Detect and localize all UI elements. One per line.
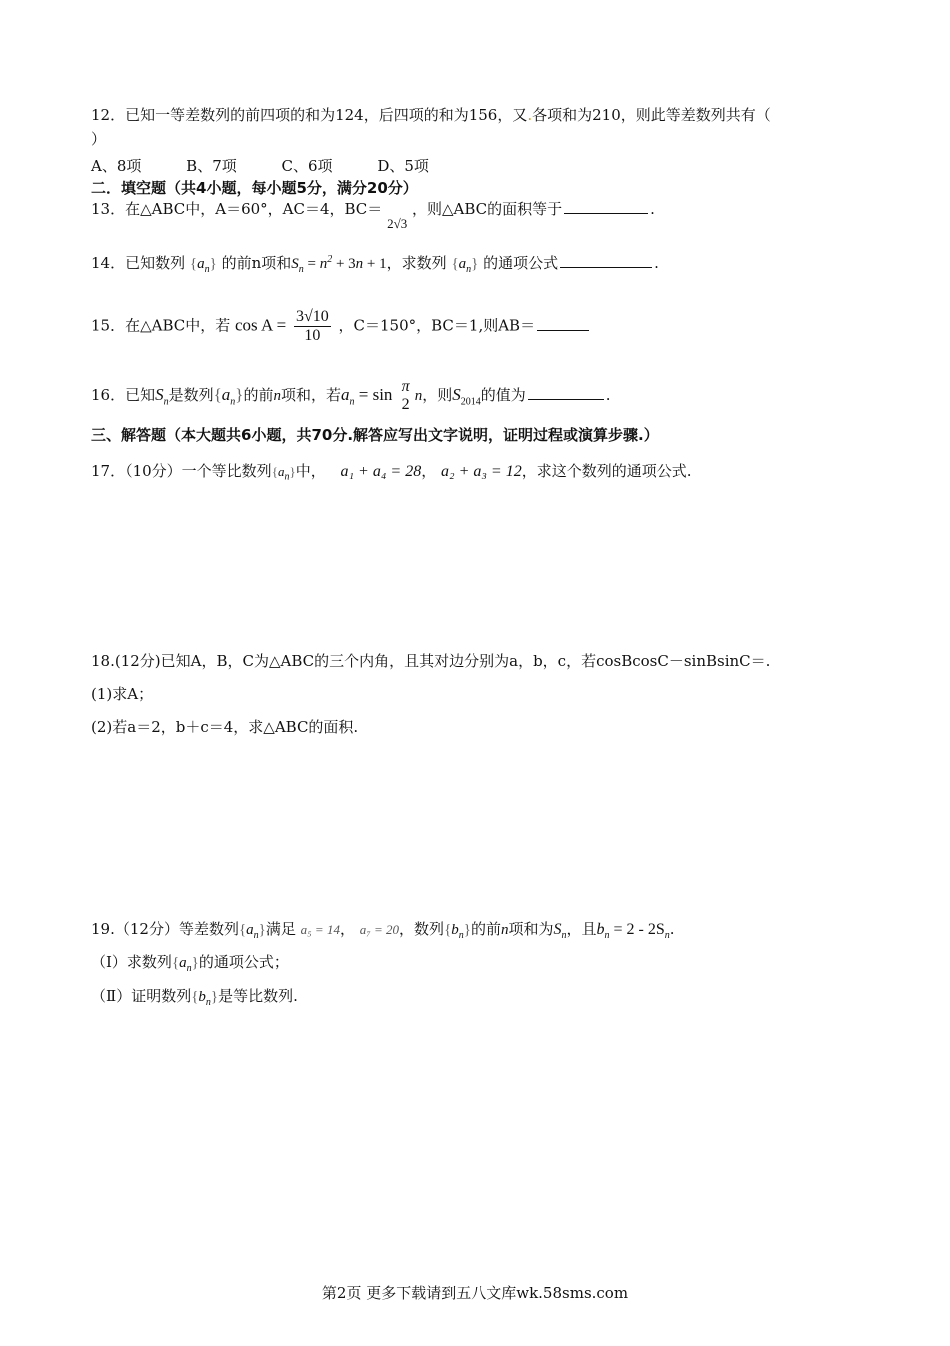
q19-cond1: a₅ = 14 <box>300 922 340 937</box>
q12-stem-close: ） <box>91 130 107 148</box>
q12-options <box>91 155 429 176</box>
q19-cond2: a₇ = 20 <box>359 922 400 937</box>
q18-part2: (2)若a＝2，b＋c＝4，求△ABC的面积. <box>91 718 359 736</box>
q12-option-d: D、5项 <box>377 157 429 175</box>
q12-option-c: C、6项 <box>281 157 333 175</box>
q14: 14．已知数列 $\{a_n\}$ 的前n项和$S_n = n^2 + 3n + 1$，求数列 $\{a_n\}$ 的通项公式 . <box>91 254 659 275</box>
q13-bc-value: 2√3 <box>387 216 408 231</box>
q13: 13．在△ABC中，A＝60°，AC＝4，BC＝ 2√3 ，则△ABC的面积等于 . <box>91 200 655 231</box>
q12-option-b: B、7项 <box>186 157 237 175</box>
q17-eq2: a₂ + a₃ = 12 <box>441 463 522 480</box>
q14-seq-an: $\{a_n\}$ <box>189 256 217 275</box>
q18-stem: 18.(12分)已知A，B，C为△ABC的三个内角，且其对边分别为a，b，c，若cosBcosC－sinBsinC＝. <box>91 652 771 670</box>
q19-part2: （Ⅱ）证明数列$\{b_n\}$是等比数列. <box>91 987 298 1008</box>
q15: 15．在△ABC中，若 cos A = $\frac{3√10}{10}$ ，C＝150°，BC＝1,则AB＝ <box>91 308 591 345</box>
page-footer: 第2页 更多下载请到五八文库wk.58sms.com <box>321 1284 629 1302</box>
q13-answer-blank <box>564 199 648 214</box>
q19-part1: （Ⅰ）求数列$\{a_n\}$的通项公式； <box>91 953 289 974</box>
q16: 16．已知$S_n$是数列$\{a_n\}$的前n项和，若$a_n = \sin$ π 2 n，则$S_{2014}$的值为 . <box>91 378 611 413</box>
section-2-title: 二．填空题（共4小题，每小题5分，满分20分） <box>91 179 418 197</box>
q14-sn-formula: $S_n = n^2 + 3n + 1$ <box>291 254 387 275</box>
q19-bn-formula: $b_n = 2 - 2S_n$ <box>596 921 670 942</box>
section-3-title: 三、解答题（本大题共6小题，共70分.解答应写出文字说明，证明过程或演算步骤.） <box>91 426 659 444</box>
q19-stem: 19.（12分）等差数列$\{a_n\}$满足 a₅ = 14， a₇ = 20，数列$\{b_n\}$的前n项和为$S_n$，且$b_n = 2 - 2S_n$. <box>91 920 675 942</box>
q17: 17．（10分）一个等比数列$\{a_n\}$中， a₁ + a₄ = 28， a₂ + a₃ = 12，求这个数列的通项公式. <box>91 462 692 483</box>
q15-fraction: $\frac{3√10}{10}$ <box>295 308 329 344</box>
q18-part1: (1)求A； <box>91 685 154 703</box>
q16-an-formula: $a_n = \sin$ <box>340 385 397 408</box>
q16-answer-blank <box>528 385 604 400</box>
q15-cos-a: cos A = <box>235 315 287 335</box>
q14-answer-blank <box>560 253 652 268</box>
q12-stem: 12．已知一等差数列的前四项的和为124，后四项的和为156，又.各项和为210，则此等差数列共有（ <box>91 106 771 124</box>
q17-eq1: a₁ + a₄ = 28 <box>340 463 422 480</box>
q15-answer-blank <box>537 316 589 331</box>
q16-s2014: $S_{2014}$ <box>452 385 481 408</box>
q12-option-a: A、8项 <box>91 157 142 175</box>
